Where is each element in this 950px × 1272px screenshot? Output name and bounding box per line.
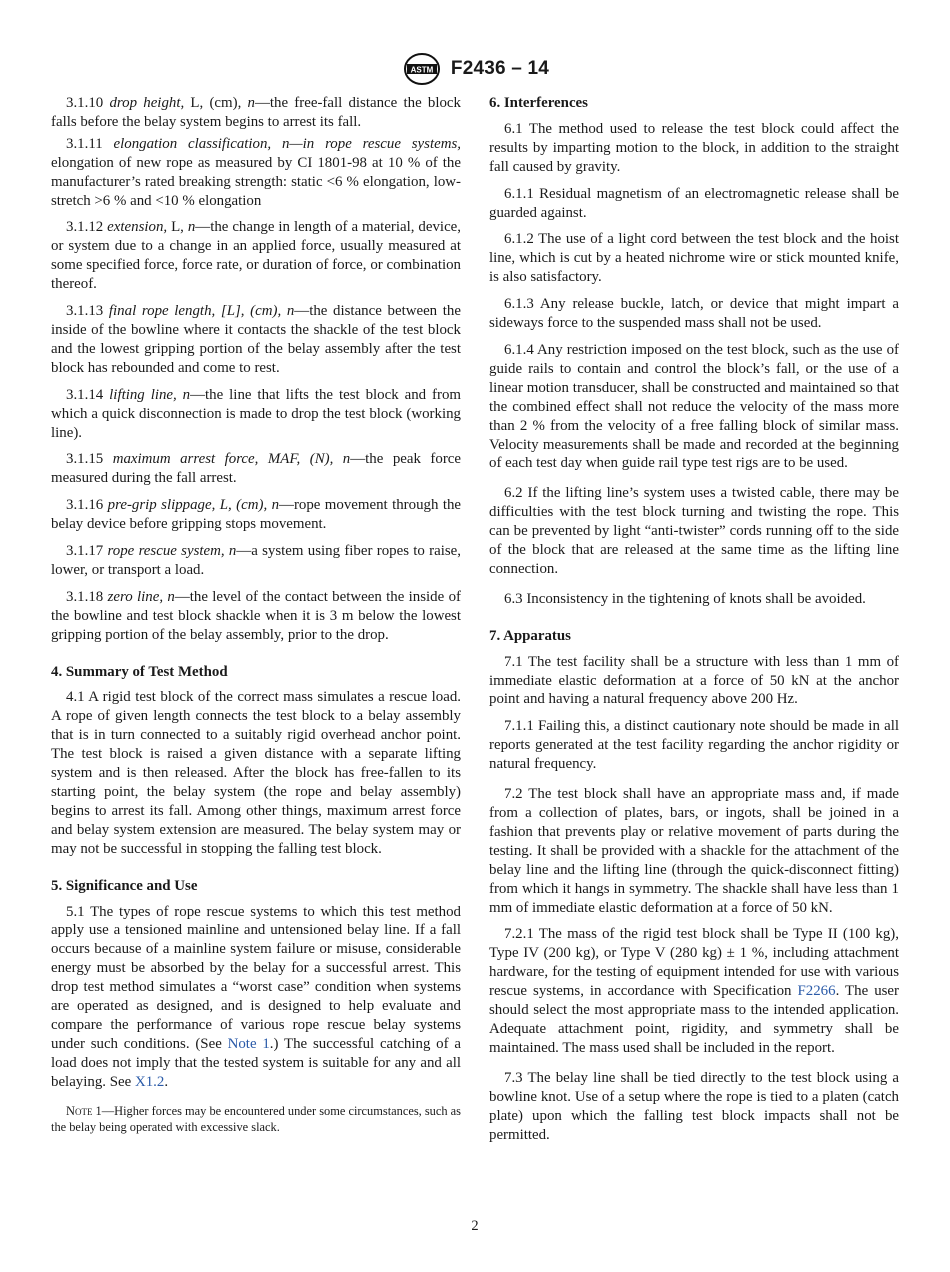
definition-3-1-12: 3.1.12 extension, L, n—the change in length of a material, device, or system due to a change in an applied force, usually measured at some specified force, force rate, or duration of force, or combination thereof. xyxy=(51,219,462,293)
astm-logo-icon xyxy=(401,52,443,86)
definition-3-1-13: 3.1.13 final rope length, [L], (cm), n—the distance between the inside of the bowline where it contacts the shackle of the test block and the lowest gripping portion of the belay assembly after the test block has rebounded and come to rest. xyxy=(51,303,461,376)
paragraph-6-2: 6.2 If the lifting line’s system uses a twisted cable, there may be difficulties with the test block turning and twisting the rope. This can be prevented by light “anti-twister” cords running off to the side of the block that are released at the same time as the lifting line connection. xyxy=(489,485,899,577)
definition-3-1-16: 3.1.16 pre-grip slippage, L, (cm), n—rope movement through the belay device before gripping stops movement. xyxy=(51,497,462,533)
logo-text: ASTM xyxy=(410,65,434,75)
paragraph-6-1-2: 6.1.2 The use of a light cord between the test block and the hoist line, which is cut by a heated nichrome wire or stick mounted knife, is also satisfactory. xyxy=(489,231,899,286)
definition-3-1-18: 3.1.18 zero line, n—the level of the contact between the inside of the bowline and test block shackle when it is 3 m below the lowest gripping portion of the belay assembly, prior to the drop. xyxy=(51,588,461,643)
f2266-link[interactable]: F2266 xyxy=(797,983,836,1000)
paragraph-7-2-1: 7.2.1 The mass of the rigid test block shall be Type II (100 kg), Type IV (200 kg), or Type V (280 kg) ± 1 %, including attachment hardware, for the testing of equipment intended for use with various rescue systems, in accordance with Specification F2266. The user should select the most appropriate mass to the intended application. Adequate attachment point, rigidity, and symmetry shall be maintained. The mass used shall be included in the report. xyxy=(489,926,899,1056)
document-designation: F2436 – 14 xyxy=(450,58,550,79)
section-5-heading: 5. Significance and Use xyxy=(51,877,198,894)
section-4-heading: 4. Summary of Test Method xyxy=(51,663,228,680)
paragraph-6-1-3: 6.1.3 Any release buckle, latch, or device that might impart a sideways force to the suspended mass shall not be used. xyxy=(489,296,899,332)
paragraph-7-1-1: 7.1.1 Failing this, a distinct cautionary note should be made in all reports generated at the test facility regarding the anchor rigidity or natural frequency. xyxy=(489,718,899,773)
paragraph-7-3: 7.3 The belay line shall be tied directly to the test block using a bowline knot. Use of a setup where the rope is tied to a platen (catch plate) upon which the falling test block impacts shall not be permitted. xyxy=(489,1069,899,1143)
section-6-heading: 6. Interferences xyxy=(489,95,588,111)
right-column xyxy=(489,94,899,1152)
paragraph-5-1: 5.1 The types of rope rescue systems to which this test method apply use a tensioned mainline and untensioned belay line. If a fall occurs because of a mainline system failure or misuse, considerable energy must be absorbed by the belay for a successful arrest. This drop test method simulates a “worst case” condition when systems are operated as designed, and is designed to help evaluate and compare the performance of various rope rescue belay systems under such conditions. (See Note 1.) The successful catching of a load does not imply that the tested system is suitable for any and all belaying. See X1.2. xyxy=(51,903,461,1090)
left-column xyxy=(51,94,461,1143)
definition-3-1-11: 3.1.11 elongation classification, n—in rope rescue systems, elongation of new rope as measured by CI 1801-98 at 10 % of the manufacturer’s rated breaking strength: static <6 % elongation, low-stretch >6 % and <10 % elongation xyxy=(51,135,461,209)
paragraph-6-3: 6.3 Inconsistency in the tightening of knots shall be avoided. xyxy=(504,590,866,607)
definition-3-1-14: 3.1.14 lifting line, n—the line that lifts the test block and from which a quick disconnection is made to drop the test block (working line). xyxy=(51,386,461,441)
definition-3-1-15: 3.1.15 maximum arrest force, MAF, (N), n—the peak force measured during the fall arrest. xyxy=(51,451,462,487)
note-1-link[interactable]: Note 1 xyxy=(227,1035,270,1052)
page-number: 2 xyxy=(471,1218,479,1234)
page-header xyxy=(0,52,950,86)
x1-2-link[interactable]: X1.2 xyxy=(134,1073,165,1090)
section-7-heading: 7. Apparatus xyxy=(489,627,571,644)
definition-3-1-10: 3.1.10 drop height, L, (cm), n—the free-fall distance the block falls before the belay system begins to arrest its fall. xyxy=(51,95,461,130)
paragraph-6-1: 6.1 The method used to release the test block could affect the results by imparting motion to the block, in addition to the straight fall caused by gravity. xyxy=(489,120,899,175)
paragraph-4-1: 4.1 A rigid test block of the correct mass simulates a rescue load. A rope of given length connects the test block to a belay assembly that is in turn connected to a suitably rigid overhead anchor point. The test block is raised a given distance with a separate lifting system and is then released. After the block has free-fallen to its starting point, the belay system (the rope and belay assembly) begins to arrest its fall. Among other things, maximum arrest force and belay system extension are measured. The belay system may or may not be successful in stopping the falling test block. xyxy=(51,689,461,857)
definition-3-1-17: 3.1.17 rope rescue system, n—a system using fiber ropes to raise, lower, or transport a load. xyxy=(51,543,461,578)
paragraph-7-1: 7.1 The test facility shall be a structure with less than 1 mm of immediate elastic deformation at a force of 50 kN at the anchor point and having a natural frequency above 200 Hz. xyxy=(489,653,899,708)
note-1: Note 1—Higher forces may be encountered under some circumstances, such as the belay being operated with excessive slack. xyxy=(51,1103,461,1134)
paragraph-7-2: 7.2 The test block shall have an appropriate mass and, if made from a collection of plates, bars, or ingots, shall be joined in a fashion that prevents play or relative movement of parts during the testing. It shall be provided with a shackle for the attachment of the belay line and the lifting line (through the quick-disconnect fitting) from which it hangs in symmetry. The shackle shall have less than 1 mm of immediate elastic deformation at a force of 50 kN. xyxy=(489,786,899,916)
paragraph-6-1-1: 6.1.1 Residual magnetism of an electromagnetic release shall be guarded against. xyxy=(489,185,899,221)
paragraph-6-1-4: 6.1.4 Any restriction imposed on the test block, such as the use of guide rails to contain and control the block’s fall, or the use of a linear motion transducer, shall be constructed and maintained so that the combined effect shall not reduce the velocity of the mass more than 2 % from the velocity of a free falling block of similar mass. Velocity measurements shall be made and recorded at the beginning of each test day when guide rail type test rigs are to be used. xyxy=(489,341,899,472)
